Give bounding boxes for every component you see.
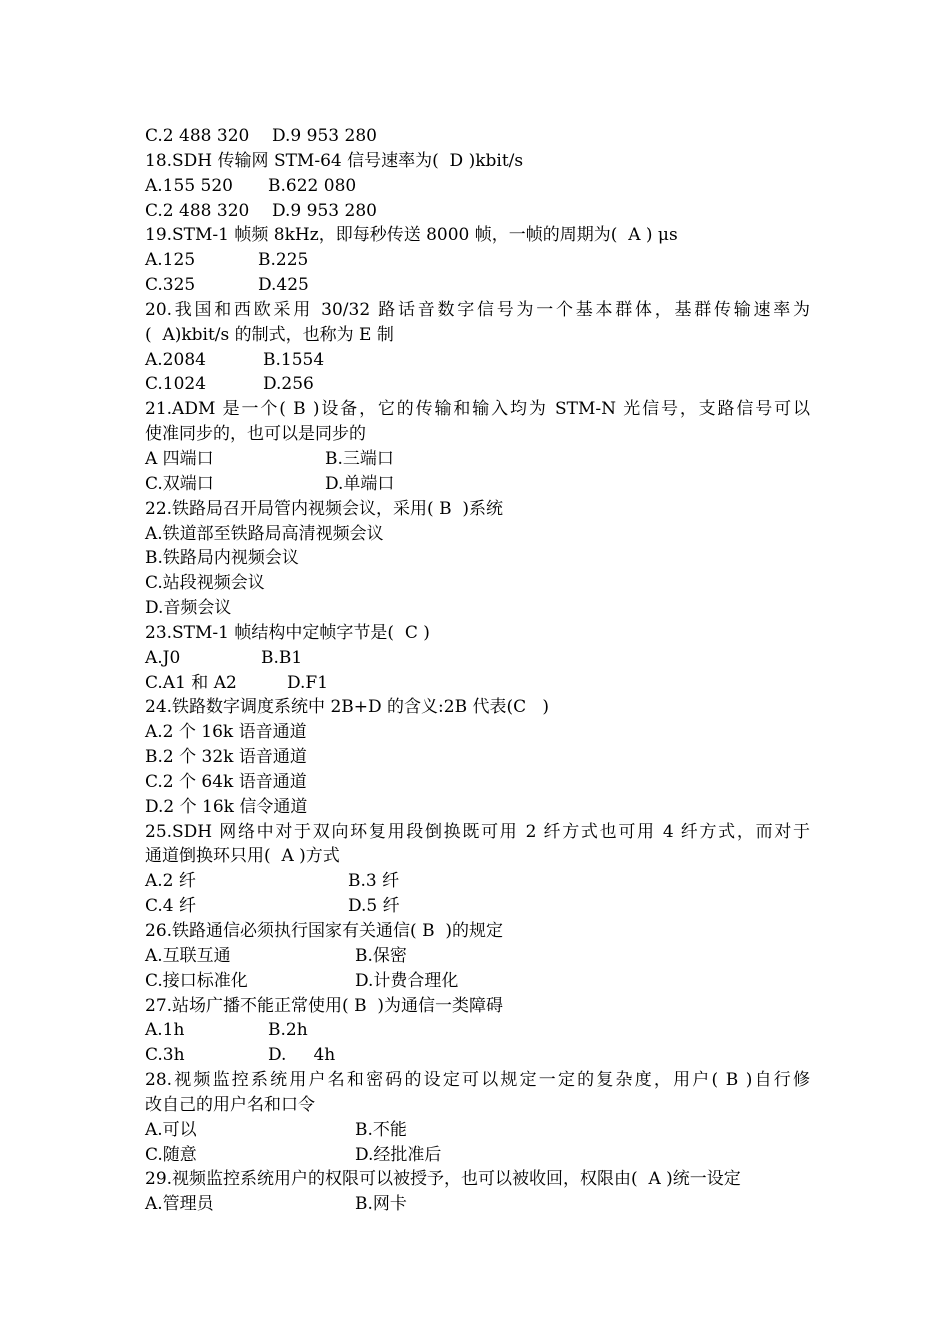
question-line: 21.ADM 是一个( B )设备，它的传输和输入均为 STM-N 光信号，支路信号可以 (145, 399, 810, 420)
option-text: D.5 纤 (348, 896, 400, 917)
option-text: B.3 纤 (348, 871, 400, 892)
option-row (145, 894, 810, 919)
option-text: C.3h (145, 1045, 185, 1066)
option-text: A.1h (145, 1020, 185, 1041)
option-text: B.网卡 (355, 1194, 407, 1215)
question-line: 使准同步的，也可以是同步的 (145, 424, 366, 445)
question-line: A.铁道部至铁路局高清视频会议 (145, 523, 384, 544)
option-text: A.可以 (145, 1119, 197, 1140)
option-text: D.9 953 280 (272, 126, 377, 146)
option-row (145, 273, 810, 298)
option-row (145, 944, 810, 969)
option-text: C.2 488 320 (145, 126, 250, 146)
option-text: C.双端口 (145, 473, 214, 494)
option-row (145, 671, 810, 696)
option-text: C.随意 (145, 1144, 197, 1165)
option-text: D.425 (258, 275, 309, 296)
exam-content (145, 124, 810, 1217)
option-row (145, 447, 810, 472)
option-text: B.2h (268, 1020, 308, 1041)
question-line: 22.铁路局召开局管内视频会议，采用( B )系统 (145, 498, 504, 519)
option-row (145, 199, 810, 224)
question-line: 27.站场广播不能正常使用( B )为通信一类障碍 (145, 995, 504, 1016)
option-text: B.225 (258, 250, 309, 271)
option-text: C.1024 (145, 374, 207, 395)
option-text: D.F1 (287, 672, 329, 693)
option-text: B.1554 (263, 349, 325, 370)
option-text: D.经批准后 (355, 1144, 442, 1165)
question-line: ( A)kbit/s 的制式，也称为 E 制 (145, 324, 394, 345)
option-text: D.256 (263, 374, 314, 395)
question-line: 通道倒换环只用( A )方式 (145, 846, 340, 867)
option-row (145, 969, 810, 994)
question-line: 28.视频监控系统用户名和密码的设定可以规定一定的复杂度，用户( B )自行修 (145, 1070, 810, 1091)
option-text: B.622 080 (268, 175, 357, 196)
option-row (145, 1143, 810, 1168)
option-text: D.单端口 (325, 473, 395, 494)
option-text: A.互联互通 (145, 945, 231, 966)
option-row (145, 1192, 810, 1217)
option-text: A.J0 (145, 647, 181, 668)
option-text: A.125 (145, 250, 196, 271)
option-row (145, 472, 810, 497)
question-line: 26.铁路通信必须执行国家有关通信( B )的规定 (145, 921, 504, 941)
option-text: C.2 488 320 (145, 200, 250, 221)
option-text: C.325 (145, 275, 196, 296)
question-line: C.站段视频会议 (145, 573, 265, 594)
option-text: A.2084 (145, 349, 206, 370)
option-text: B.三端口 (325, 448, 394, 469)
question-line: B.铁路局内视频会议 (145, 548, 299, 569)
question-line: 20.我国和西欧采用 30/32 路话音数字信号为一个基本群体，基群传输速率为 (145, 299, 810, 320)
option-text: A.2 纤 (145, 871, 196, 892)
question-line: D.音频会议 (145, 598, 232, 619)
option-row (145, 869, 810, 894)
option-text: A.155 520 (145, 175, 233, 196)
option-text: B.不能 (355, 1119, 407, 1140)
option-row (145, 248, 810, 273)
question-line: 23.STM-1 帧结构中定帧字节是( C ) (145, 622, 430, 643)
option-row (145, 372, 810, 397)
option-text: D.计费合理化 (355, 970, 459, 991)
option-text: C.4 纤 (145, 896, 197, 917)
option-text: D. 4h (268, 1045, 336, 1066)
question-line: 24.铁路数字调度系统中 2B+D 的含义:2B 代表(C ) (145, 697, 549, 718)
question-line: 改自己的用户名和口令 (145, 1094, 315, 1115)
option-row (145, 1018, 810, 1043)
question-line: A.2 个 16k 语音通道 (145, 722, 307, 743)
question-line: D.2 个 16k 信令通道 (145, 796, 308, 817)
question-line: 18.SDH 传输网 STM-64 信号速率为( D )kbit/s (145, 150, 524, 171)
option-text: A 四端口 (145, 448, 214, 469)
option-row (145, 646, 810, 671)
option-text: B.保密 (355, 945, 407, 966)
option-row (145, 1118, 810, 1143)
option-row (145, 174, 810, 199)
option-text: B.B1 (261, 647, 303, 668)
option-text: A.管理员 (145, 1194, 214, 1215)
question-line: B.2 个 32k 语音通道 (145, 747, 307, 768)
question-line: C.2 个 64k 语音通道 (145, 771, 307, 792)
question-line: 19.STM-1 帧频 8kHz，即每秒传送 8000 帧，一帧的周期为( A ) μs (145, 225, 678, 246)
option-row (145, 1043, 810, 1068)
question-line: 29.视频监控系统用户的权限可以被授予，也可以被收回，权限由( A )统一设定 (145, 1169, 741, 1190)
question-line: 25.SDH 网络中对于双向环复用段倒换既可用 2 纤方式也可用 4 纤方式，而对于 (145, 821, 810, 842)
option-text: C.接口标准化 (145, 970, 248, 991)
option-text: D.9 953 280 (272, 200, 377, 221)
option-row (145, 348, 810, 373)
option-row (145, 124, 810, 149)
option-text: C.A1 和 A2 (145, 672, 237, 693)
